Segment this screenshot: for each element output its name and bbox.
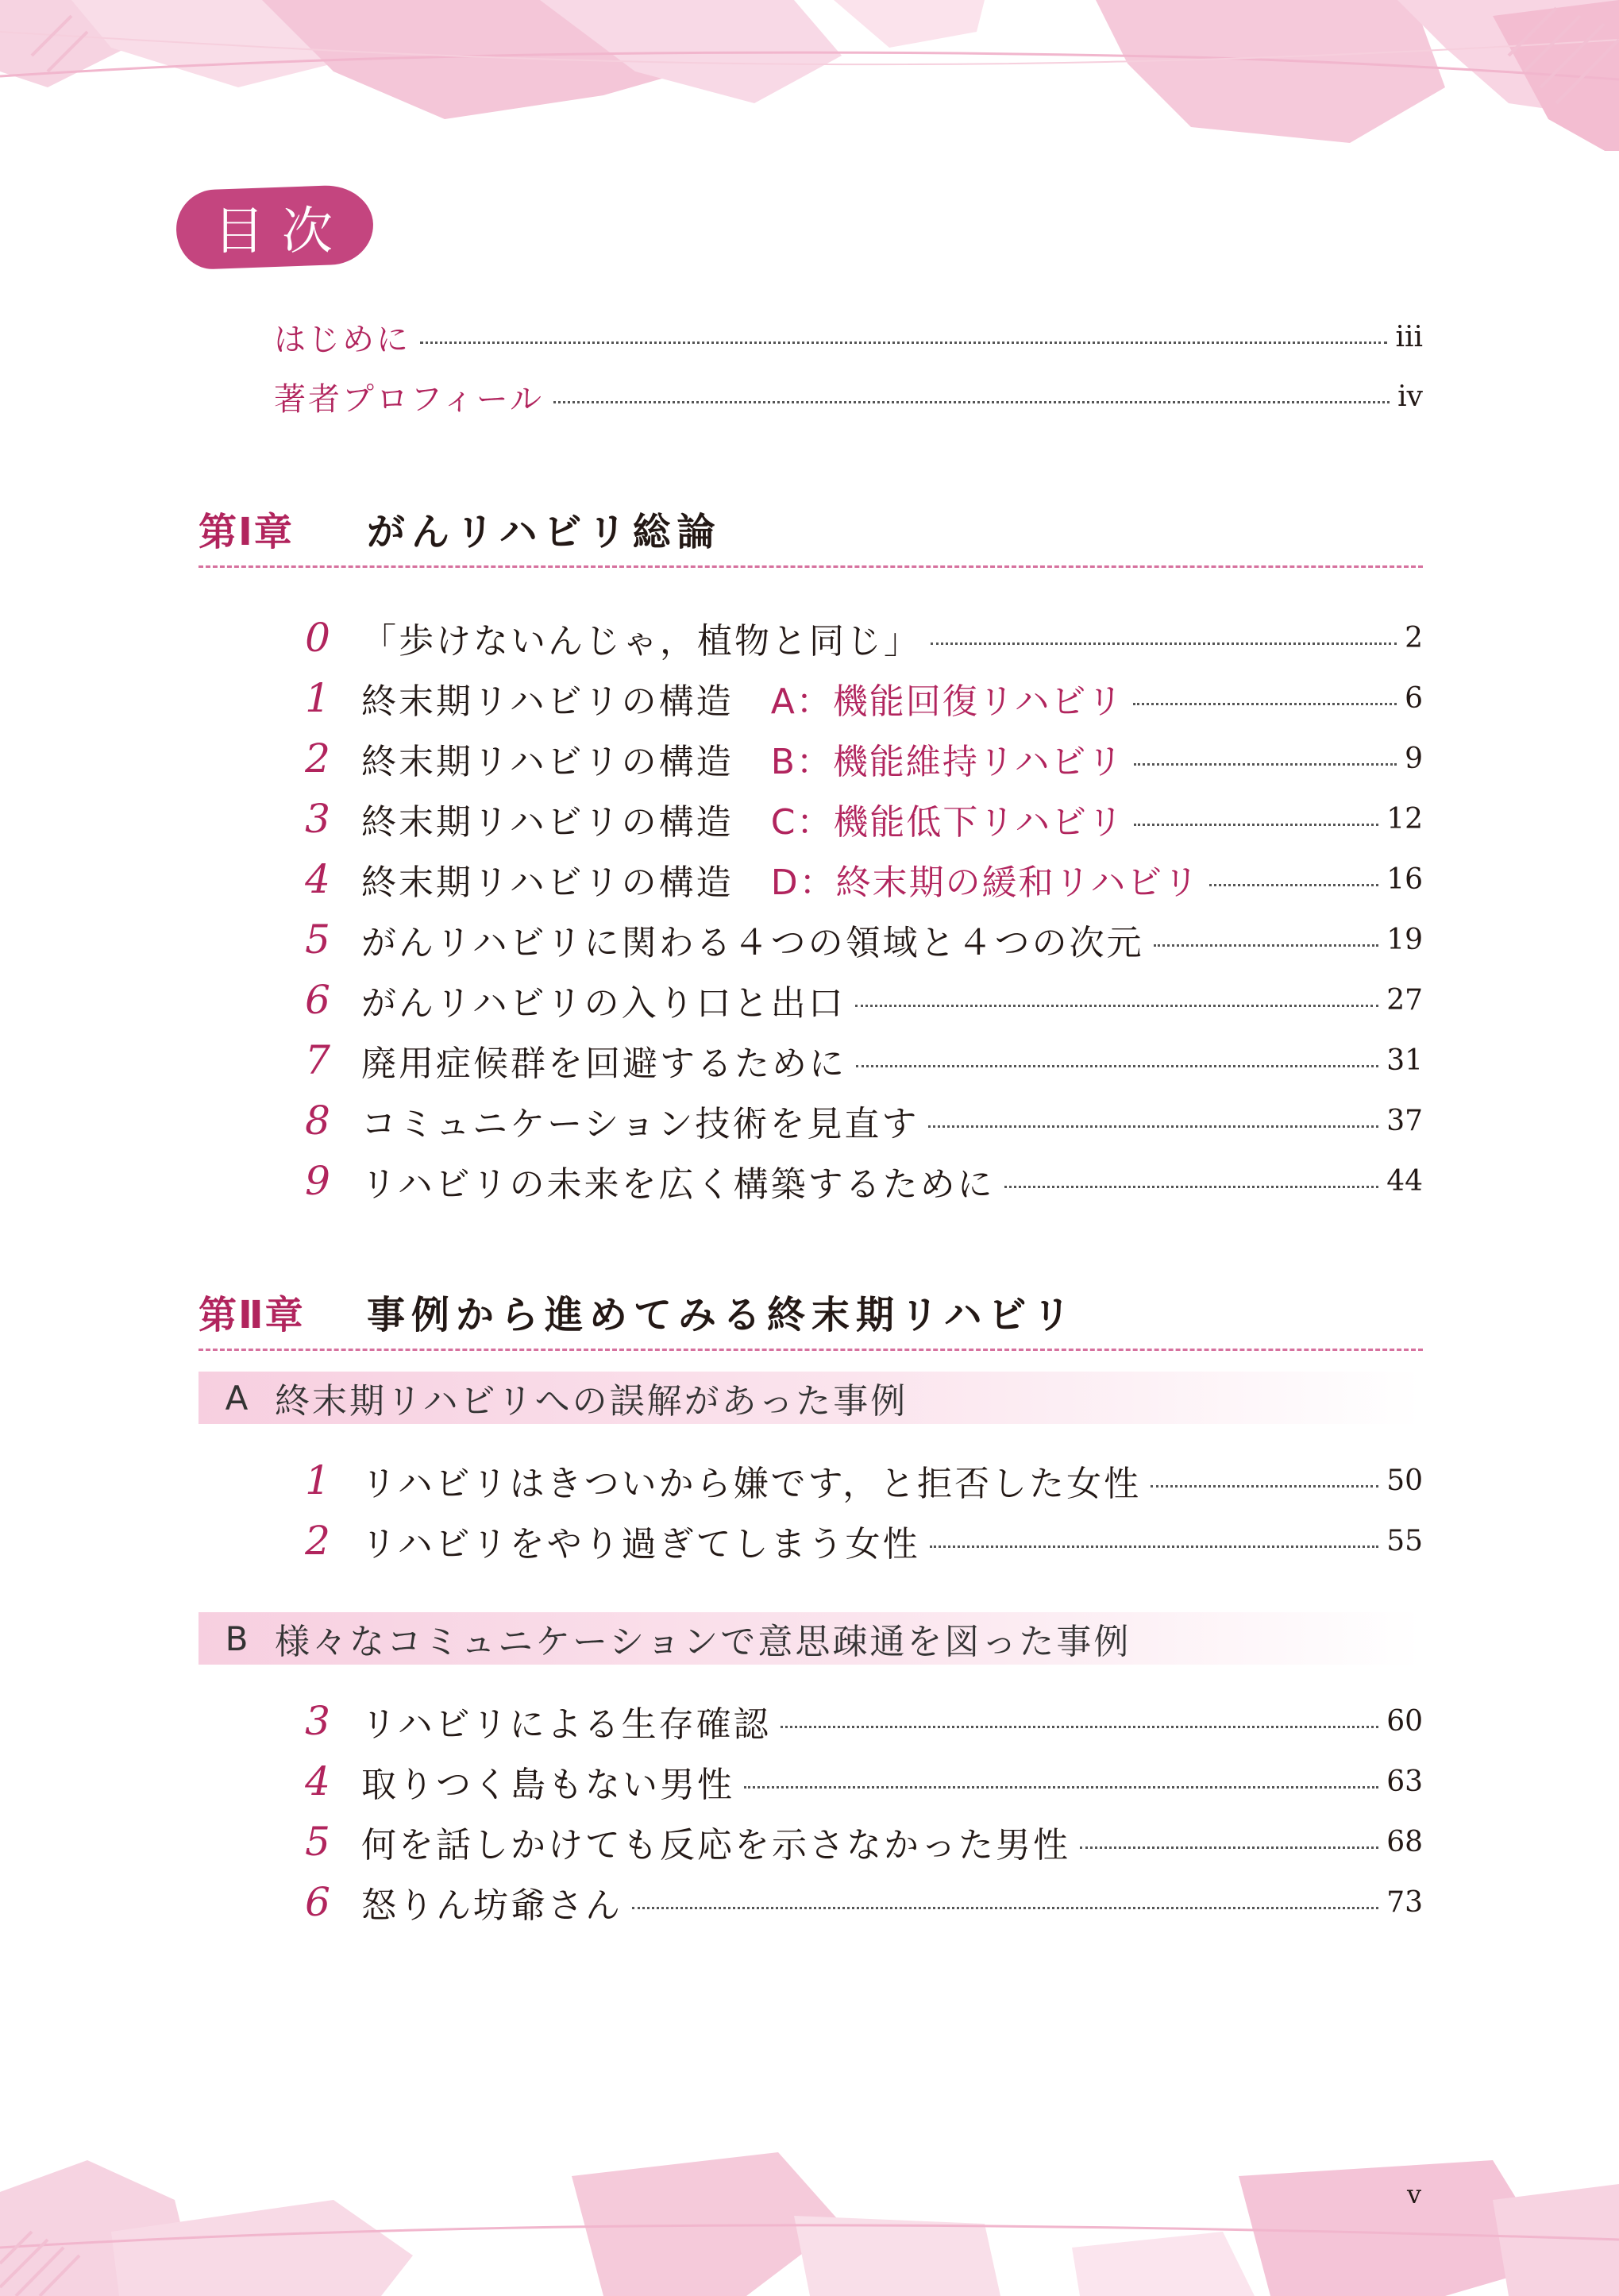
toc-entry[interactable] xyxy=(274,916,1423,963)
entry-number: 5 xyxy=(305,916,330,963)
leader-dots xyxy=(928,1125,1378,1128)
leader-dots xyxy=(632,1907,1378,1909)
toc-entry-front-1[interactable] xyxy=(274,313,1423,361)
toc-entry[interactable] xyxy=(274,855,1423,903)
entry-title: リハビリはきついから嫌です，と拒否した女性 xyxy=(361,1464,1142,1504)
chapter-title: 事例から進めてみる終末期リハビリ xyxy=(367,1293,1077,1337)
page-number: 19 xyxy=(1386,923,1423,956)
toc-entry[interactable] xyxy=(274,1697,1423,1745)
page-number: 2 xyxy=(1405,621,1423,654)
entry-number: 3 xyxy=(305,796,330,842)
toc-entry[interactable] xyxy=(274,1818,1423,1866)
toc-entry[interactable] xyxy=(274,1097,1423,1144)
entry-title: がんリハビリに関わる４つの領域と４つの次元 xyxy=(361,923,1144,963)
footer-decoration xyxy=(0,2128,1619,2296)
leader-dots xyxy=(1080,1846,1378,1849)
leader-dots xyxy=(855,1005,1379,1007)
leader-dots xyxy=(1004,1186,1379,1188)
page-number: 16 xyxy=(1386,862,1423,896)
entry-number: 8 xyxy=(305,1098,330,1144)
entry-title: 取りつく島もない男性 xyxy=(361,1765,734,1805)
page-number: 60 xyxy=(1386,1704,1423,1738)
toc-heading: 目次 xyxy=(214,203,350,261)
toc-entry[interactable] xyxy=(274,1036,1423,1084)
entry-title: 終末期リハビリの構造 xyxy=(361,862,734,903)
entry-title: はじめに xyxy=(274,321,411,358)
entry-number: 0 xyxy=(305,615,330,661)
chapter-2-heading xyxy=(199,1282,1423,1351)
page-number: 31 xyxy=(1386,1044,1423,1077)
entry-title: リハビリの未来を広く構築するために xyxy=(361,1164,995,1205)
chapter-1-heading xyxy=(199,499,1423,568)
toc-entry-front-2[interactable] xyxy=(274,372,1423,420)
page-number: 9 xyxy=(1405,742,1423,775)
leader-dots xyxy=(781,1726,1379,1728)
entry-number: 1 xyxy=(305,1457,330,1503)
entry-number: 6 xyxy=(305,977,330,1023)
toc-entry[interactable] xyxy=(274,795,1423,843)
chapter-label: 第Ⅰ章 xyxy=(199,510,294,554)
entry-title: リハビリをやり過ぎてしまう女性 xyxy=(361,1524,920,1565)
leader-dots xyxy=(744,1786,1378,1789)
entry-number: 9 xyxy=(305,1158,330,1204)
toc-entry[interactable] xyxy=(274,1457,1423,1504)
entry-subtitle: D：終末期の緩和リハビリ xyxy=(770,862,1201,903)
page-number: 68 xyxy=(1386,1825,1423,1858)
leader-dots xyxy=(420,342,1387,344)
page-number: 6 xyxy=(1405,681,1423,715)
page-number: 63 xyxy=(1386,1765,1423,1798)
toc-heading-badge xyxy=(175,184,374,271)
toc-entry[interactable] xyxy=(274,614,1423,662)
section-title: 様々なコミュニケーションで意思疎通を図った事例 xyxy=(275,1622,1131,1662)
page-folio: v xyxy=(1407,2179,1422,2209)
entry-number: 7 xyxy=(305,1037,330,1083)
page-number: 55 xyxy=(1386,1524,1423,1557)
leader-dots xyxy=(1134,763,1397,766)
toc-entry[interactable] xyxy=(274,1878,1423,1926)
entry-title: コミュニケーション技術を見直す xyxy=(361,1104,919,1144)
leader-dots xyxy=(1209,884,1378,886)
page-number: iii xyxy=(1395,320,1423,353)
leader-dots xyxy=(931,642,1397,645)
section-letter: B xyxy=(225,1619,249,1658)
entry-number: 2 xyxy=(305,1518,330,1564)
section-b-heading xyxy=(199,1612,1421,1665)
entry-title: リハビリによる生存確認 xyxy=(361,1704,771,1745)
leader-dots xyxy=(1154,944,1379,947)
entry-number: 5 xyxy=(305,1819,330,1865)
entry-title: 怒りん坊爺さん xyxy=(361,1885,623,1926)
entry-number: 2 xyxy=(305,735,330,781)
chapter-label: 第Ⅱ章 xyxy=(199,1293,305,1337)
toc-entry[interactable] xyxy=(274,1517,1423,1565)
entry-title: 著者プロフィール xyxy=(274,380,544,418)
toc-entry[interactable] xyxy=(274,976,1423,1024)
entry-title: 終末期リハビリの構造 xyxy=(361,742,734,782)
entry-subtitle: A：機能回復リハビリ xyxy=(770,681,1124,722)
leader-dots xyxy=(930,1545,1379,1548)
leader-dots xyxy=(1134,824,1378,826)
page-number: 12 xyxy=(1386,802,1423,835)
entry-number: 6 xyxy=(305,1879,330,1925)
entry-title: 何を話しかけても反応を示さなかった男性 xyxy=(361,1825,1070,1866)
toc-entry[interactable] xyxy=(274,1758,1423,1805)
section-letter: A xyxy=(225,1378,249,1418)
toc-entry[interactable] xyxy=(274,674,1423,722)
section-a-heading xyxy=(199,1372,1421,1424)
entry-title: 終末期リハビリの構造 xyxy=(361,681,734,722)
entry-number: 1 xyxy=(305,675,330,721)
entry-number: 3 xyxy=(305,1698,330,1744)
page-number: 73 xyxy=(1386,1885,1423,1919)
chapter-title: がんリハビリ総論 xyxy=(367,510,722,554)
entry-title: 「歩けないんじゃ，植物と同じ」 xyxy=(361,621,921,662)
toc-entry[interactable] xyxy=(274,1157,1423,1205)
entry-number: 4 xyxy=(305,1758,330,1804)
page-number: 37 xyxy=(1386,1104,1423,1137)
leader-dots xyxy=(856,1065,1378,1067)
section-title: 終末期リハビリへの誤解があった事例 xyxy=(275,1381,908,1422)
toc-entry[interactable] xyxy=(274,735,1423,782)
page-number: 50 xyxy=(1386,1464,1423,1497)
header-decoration xyxy=(0,0,1619,151)
entry-subtitle: C：機能低下リハビリ xyxy=(770,802,1125,843)
page-number: iv xyxy=(1397,380,1423,413)
page-number: 27 xyxy=(1386,983,1423,1017)
leader-dots xyxy=(1133,703,1397,705)
entry-title: がんリハビリの入り口と出口 xyxy=(361,983,846,1024)
entry-title: 廃用症候群を回避するために xyxy=(361,1044,846,1084)
leader-dots xyxy=(1151,1485,1378,1488)
leader-dots xyxy=(553,401,1390,403)
page-number: 44 xyxy=(1386,1164,1423,1198)
entry-subtitle: B：機能維持リハビリ xyxy=(770,742,1124,782)
entry-number: 4 xyxy=(305,856,330,902)
entry-title: 終末期リハビリの構造 xyxy=(361,802,734,843)
